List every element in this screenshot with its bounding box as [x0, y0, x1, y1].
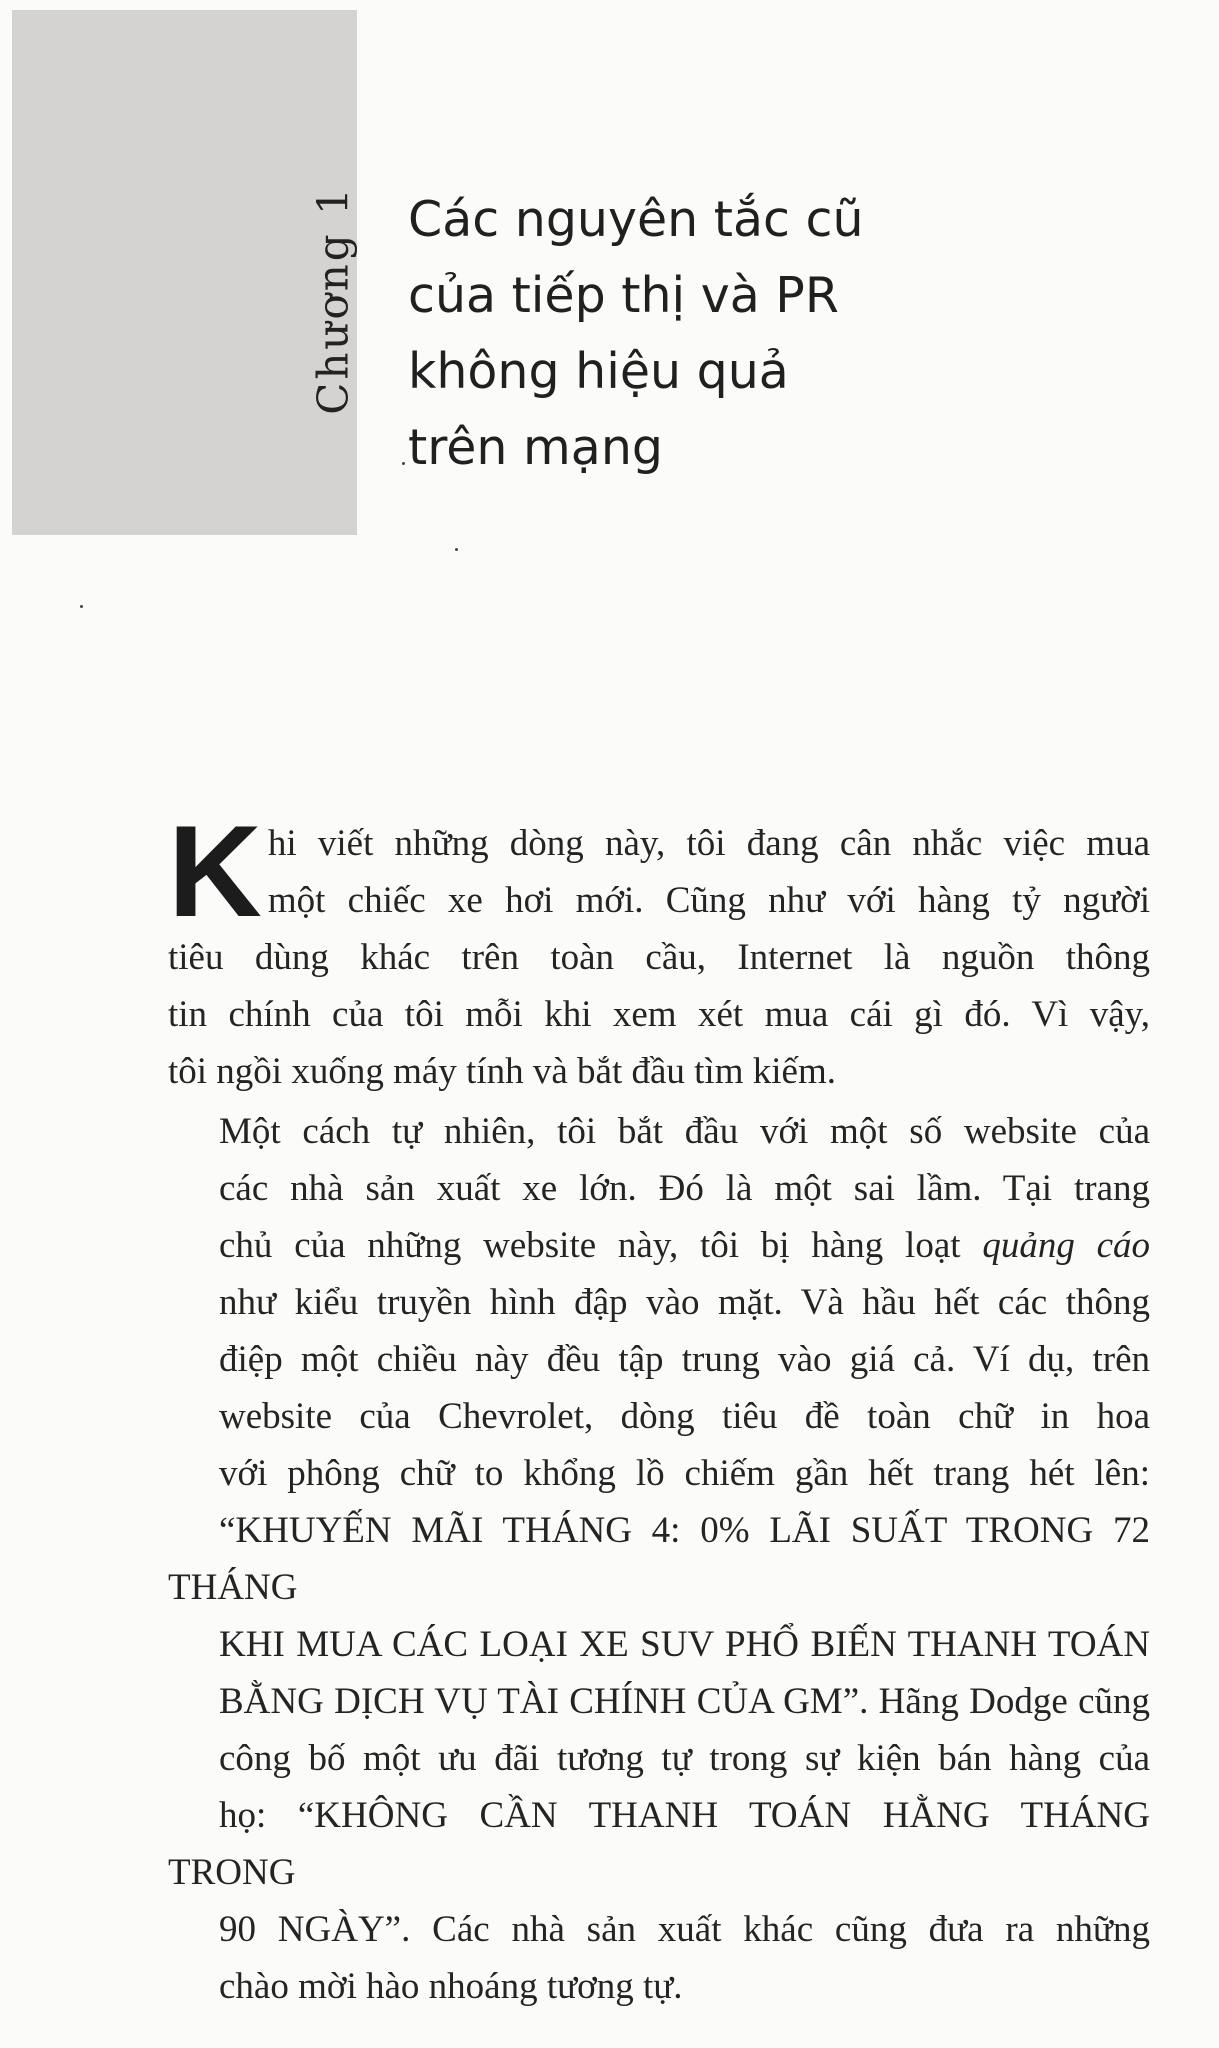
- chapter-title-line: không hiệu quả: [408, 343, 789, 400]
- text-line: website của Chevrolet, dòng tiêu đề toàn chữ in hoa: [219, 1396, 1150, 1437]
- paragraph-1: [168, 798, 1150, 1100]
- text-line: KHI MUA CÁC LOẠI XE SUV PHỔ BIẾN THANH TOÁN: [219, 1624, 1150, 1665]
- paragraph-2: [168, 1103, 1150, 2015]
- paper-speck: [402, 462, 405, 465]
- text-line: một chiếc xe hơi mới. Cũng như với hàng tỷ người: [267, 880, 1150, 921]
- text-line: “KHUYẾN MÃI THÁNG 4: 0% LÃI SUẤT TRONG 72 THÁNG: [168, 1510, 1150, 1608]
- chapter-label-box: [12, 10, 357, 535]
- chapter-title-line: trên mạng: [408, 419, 663, 476]
- text-line: Một cách tự nhiên, tôi bắt đầu với một số website của: [219, 1111, 1150, 1152]
- text-line: hi viết những dòng này, tôi đang cân nhắc việc mua: [267, 823, 1150, 864]
- chapter-title: [408, 182, 968, 486]
- text-line: các nhà sản xuất xe lớn. Đó là một sai lầm. Tại trang: [219, 1168, 1150, 1209]
- paper-speck: [455, 548, 458, 551]
- text-line: tin chính của tôi mỗi khi xem xét mua cái gì đó. Vì vậy,: [168, 994, 1150, 1035]
- text-line: tiêu dùng khác trên toàn cầu, Internet là nguồn thông: [168, 937, 1150, 978]
- paper-speck: [80, 605, 83, 608]
- text-line: 90 NGÀY”. Các nhà sản xuất khác cũng đưa ra những: [219, 1909, 1150, 1950]
- chapter-title-line: của tiếp thị và PR: [408, 267, 839, 324]
- drop-cap: K: [168, 798, 262, 944]
- text-line: chào mời hào nhoáng tương tự.: [219, 1966, 683, 2007]
- text-line: BẰNG DỊCH VỤ TÀI CHÍNH CỦA GM”. Hãng Dodge cũng: [219, 1681, 1150, 1722]
- body-text: [168, 798, 1151, 2015]
- chapter-title-line: Các nguyên tắc cũ: [408, 191, 864, 248]
- text-line-start: chủ của những website này, tôi bị hàng loạt: [219, 1225, 961, 1266]
- text-line: [168, 1217, 1150, 1274]
- emphasis: quảng cáo: [982, 1225, 1151, 1266]
- text-line: công bố một ưu đãi tương tự trong sự kiện bán hàng của: [219, 1738, 1150, 1779]
- text-line: như kiểu truyền hình đập vào mặt. Và hầu hết các thông: [219, 1282, 1150, 1323]
- text-line: tôi ngồi xuống máy tính và bắt đầu tìm kiếm.: [168, 1051, 836, 1092]
- text-line: họ: “KHÔNG CẦN THANH TOÁN HẰNG THÁNG TRONG: [168, 1795, 1150, 1893]
- text-line: điệp một chiều này đều tập trung vào giá cả. Ví dụ, trên: [219, 1339, 1150, 1380]
- chapter-label: Chương 1: [308, 185, 358, 415]
- text-line: với phông chữ to khổng lồ chiếm gần hết trang hét lên:: [219, 1453, 1150, 1494]
